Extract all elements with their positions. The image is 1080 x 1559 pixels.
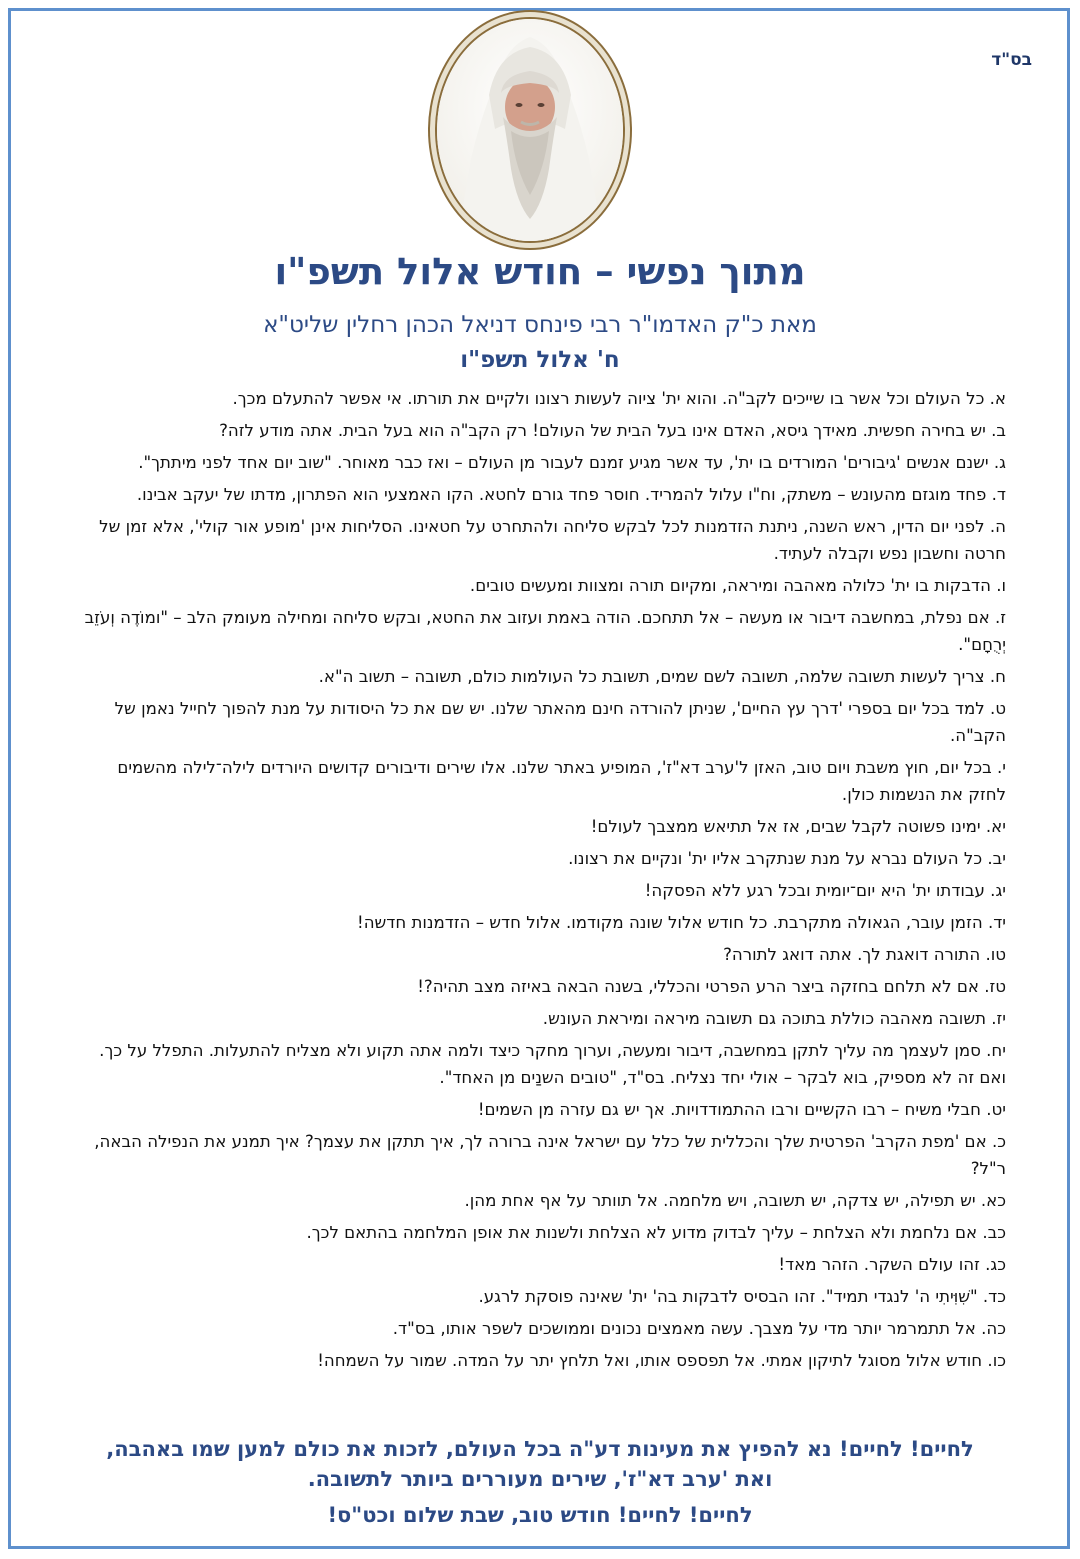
page-title: מתוך נפשי – חודש אלול תשפ"ו xyxy=(274,250,806,293)
list-item: א. כל העולם וכל אשר בו שייכים לקב"ה. והוא ית' ציוה לעשות רצונו ולקיים את תורתו. אי אפשר להתעלם מכך. xyxy=(232,389,1006,408)
list-item: ח. צריך לעשות תשובה שלמה, תשובה לשם שמים, תשובת כל העולמות כולם, תשובה – תשוב ה"א. xyxy=(318,667,1006,686)
list-item: טו. התורה דואגת לך. אתה דואג לתורה? xyxy=(723,945,1006,964)
closing-line-3: לחיים! לחיים! חודש טוב, שבת שלום וכט"ס! xyxy=(327,1503,753,1527)
list-item: ד. פחד מוגזם מהעונש – משתק, וח"ו עלול להמריד. חוסר פחד גורם לחטא. הקו האמצעי הוא הפתרון, מדתו של יעקב אבינו. xyxy=(136,485,1006,504)
list-item: ג. ישנם אנשים 'גיבורים' המורדים בו ית', עד אשר מגיע זמנם לעבור מן העולם – ואז כבר מאוחר. "שוב יום אחד לפני מיתתך". xyxy=(138,453,1006,472)
portrait-photo xyxy=(437,19,623,241)
bsd-header: בס"ד xyxy=(991,50,1032,70)
list-item: יד. הזמן עובר, הגאולה מתקרבת. כל חודש אלול שונה מקודמו. אלול חדש – הזדמנות חדשה! xyxy=(357,913,1006,932)
items-list xyxy=(78,385,1006,1379)
list-item: ה. לפני יום הדין, ראש השנה, ניתנת הזדמנות לכל לבקש סליחה ולהתחרט על חטאינו. הסליחות אינן 'מופע אור קולי', אלא זמן של חרטה וחשבון נפש וקבלה לעתיד. xyxy=(99,517,1006,563)
closing-line-2: ואת 'ערב דא"ז', שירים מעוררים ביותר לתשובה. xyxy=(307,1467,773,1491)
list-item: יז. תשובה מאהבה כוללת בתוכה גם תשובה מיראה ומיראת העונש. xyxy=(542,1009,1006,1028)
list-item: יג. עבודתו ית' היא יום־יומית ובכל רגע ללא הפסקה! xyxy=(644,881,1006,900)
closing-line-1: לחיים! לחיים! נא להפיץ את מעינות דע"ה בכל העולם, לזכות את כולם למען שמו באהבה, xyxy=(106,1437,974,1461)
list-item: יט. חבלי משיח – רבו הקשיים ורבו ההתמודדויות. אך יש גם עזרה מן השמים! xyxy=(477,1100,1006,1119)
list-item: כו. חודש אלול מסוגל לתיקון אמתי. אל תפספס אותו, ואל תלחץ יתר על המדה. שמור על השמחה! xyxy=(317,1351,1006,1370)
list-item: ו. הדבקות בו ית' כלולה מאהבה ומיראה, ומקיום תורה ומצוות ומעשים טובים. xyxy=(469,576,1006,595)
list-item: כד. "שִׁוִּיתִי ה' לנגדי תמיד". זהו הבסיס לדבקות בה' ית' שאינה פוסקת לרגע. xyxy=(478,1287,1006,1306)
list-item: ז. אם נפלת, במחשבה דיבור או מעשה – אל תתחכם. הודה באמת ועזוב את החטא, ובקש סליחה ומחילה מעומק הלב – "ומוֹדֶה וְעֹזֵב יְרֻחָם". xyxy=(84,608,1006,654)
list-item: יח. סמן לעצמך מה עליך לתקן במחשבה, דיבור ומעשה, וערוך מחקר כיצד ולמה אתה תקוע ולא מצליח להתעלות. התפלל על כך. ואם זה לא מספיק, בוא לבקר – אולי יחד נצליח. בס"ד, "טובים השנַים מן האחד". xyxy=(99,1041,1006,1087)
list-item: יא. ימינו פשוטה לקבל שבים, אז אל תתיאש ממצבך לעולם! xyxy=(590,817,1006,836)
closing-message xyxy=(60,1434,1020,1530)
list-item: כג. זהו עולם השקר. הזהר מאד! xyxy=(778,1255,1006,1274)
list-item: ב. יש בחירה חפשית. מאידך גיסא, האדם אינו בעל הבית של העולם! רק הקב"ה הוא בעל הבית. אתה מודע לזה? xyxy=(219,421,1006,440)
list-item: י. בכל יום, חוץ משבת ויום טוב, האזן ל'ערב דא"ז', המופיע באתר שלנו. אלו שירים ודיבורים קדושים היורדים לילה־לילה מהשמים לחזק את הנשמות כולן. xyxy=(117,758,1006,804)
list-item: כה. אל תתמרמר יותר מדי על מצבך. עשה מאמצים נכונים וממושכים לשפר אותו, בס"ד. xyxy=(392,1319,1006,1338)
list-item: כא. יש תפילה, יש צדקה, יש תשובה, ויש מלחמה. אל תוותר על אף אחת מהן. xyxy=(464,1191,1006,1210)
date-line: ח' אלול תשפ"ו xyxy=(460,347,620,373)
list-item: ט. למד בכל יום בספרי 'דרך עץ החיים', שניתן להורדה חינם מהאתר שלנו. יש שם את כל היסודות על מנת להפוך לחייל נאמן של הקב"ה. xyxy=(114,699,1006,745)
list-item: יב. כל העולם נברא על מנת שנתקרב אליו ית' ונקיים את רצונו. xyxy=(568,849,1006,868)
list-item: טז. אם לא תלחם בחזקה ביצר הרע הפרטי והכללי, בשנה הבאה באיזה מצב תהיה?! xyxy=(417,977,1006,996)
author-line: מאת כ"ק האדמו"ר רבי פינחס דניאל הכהן רחלין שליט"א xyxy=(263,312,817,338)
list-item: כב. אם נלחמת ולא הצלחת – עליך לבדוק מדוע לא הצלחת ולשנות את אופן המלחמה בהתאם לכך. xyxy=(306,1223,1006,1242)
list-item: כ. אם 'מפת הקרב' הפרטית שלך והכללית של כלל עם ישראל אינה ברורה לך, איך תתקן את עצמך? איך תמנע את הנפילה הבאה, ר"ל? xyxy=(94,1132,1006,1178)
